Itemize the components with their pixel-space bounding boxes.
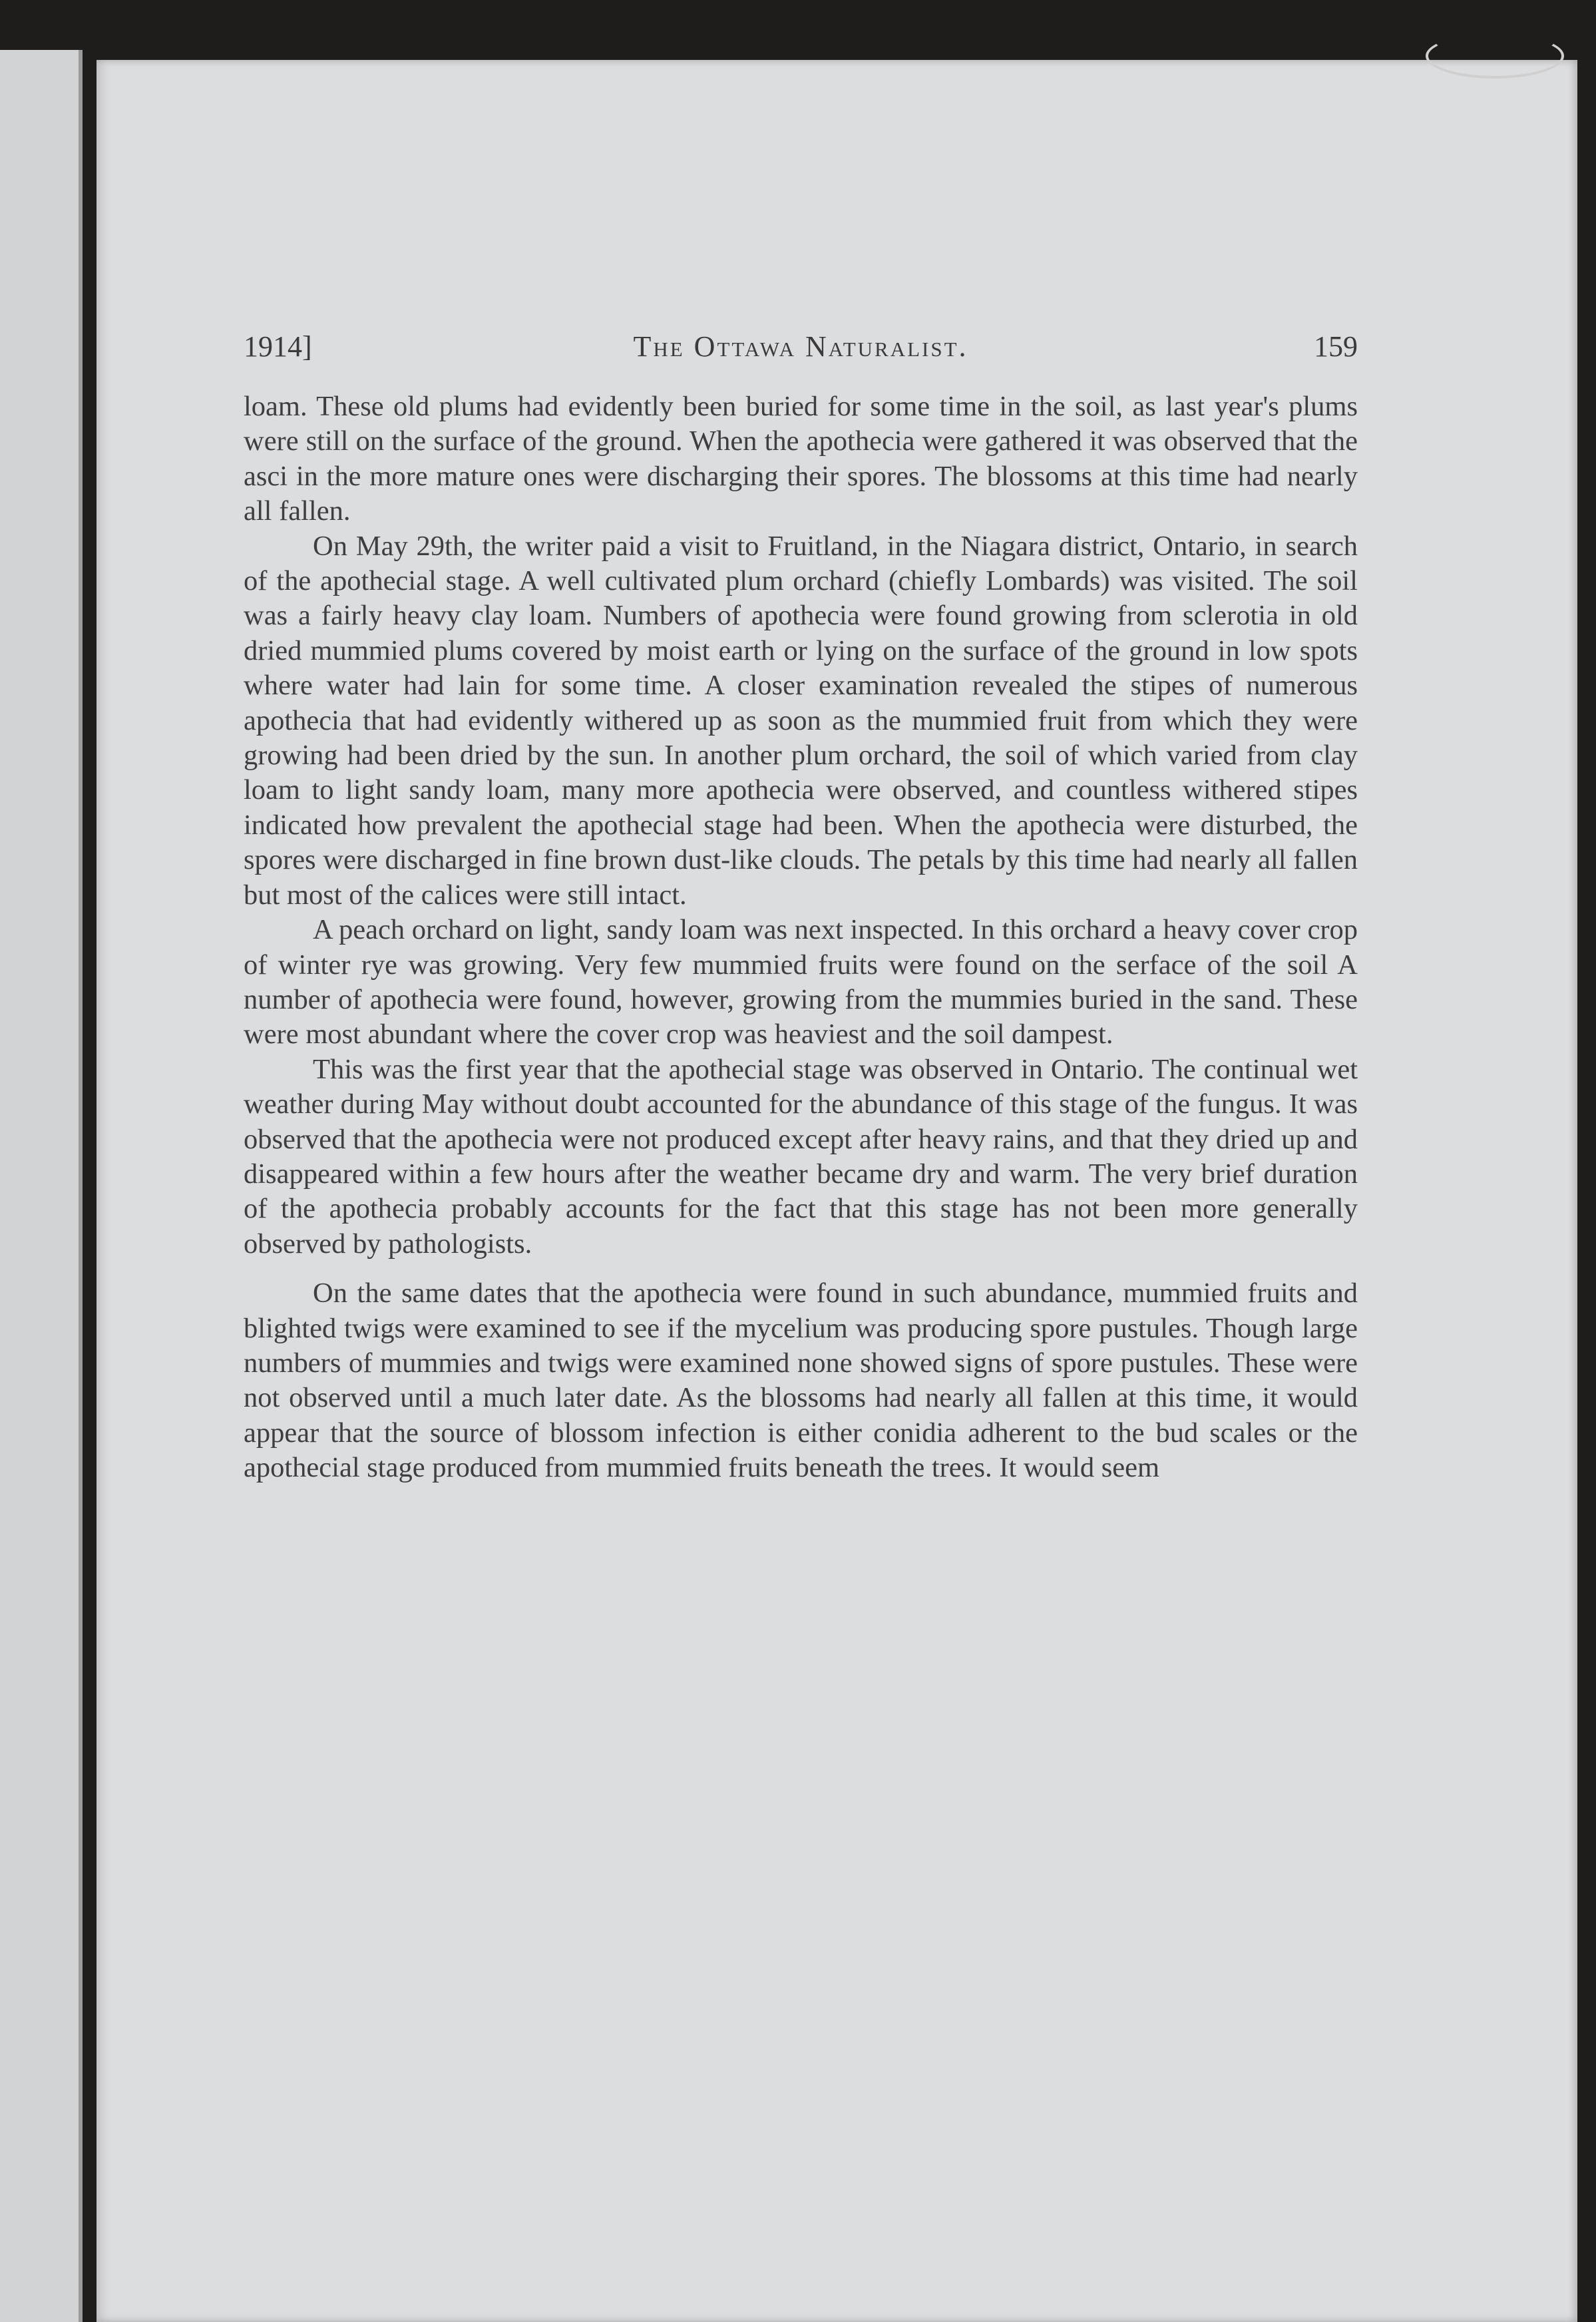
page-number: 159 (1314, 330, 1358, 363)
paragraph-fruitland-visit: On May 29th, the writer paid a visit to Fruitland, in the Niagara district, Ontario, in search of the apothecial stage. A well cultivated plum orchard (chiefly Lombards) was visited. The soil was a fairly heavy clay loam. Numbers of apothecia were found growing from sclerotia in old dried mummied plums covered by moist earth or lying on the surface of the ground in low spots where water had lain for some time. A closer examination revealed the stipes of numerous apothecia that had evidently withered up as soon as the mummied fruit from which they were growing had been dried by the sun. In another plum orchard, the soil of which varied from clay loam to light sandy loam, many more apothecia were observed, and countless withered stipes indicated how prevalent the apothecial stage had been. When the apothecia were disturbed, the spores were discharged in fine brown dust-like clouds. The petals by this time had nearly all fallen but most of the calices were still intact. (244, 530, 1358, 911)
paragraph-peach-orchard: A peach orchard on light, sandy loam was next inspected. In this orchard a heavy cover crop of winter rye was growing. Very few mummied fruits were found on the serface of the soil A number of apothecia were found, however, growing from the mummies buried in the sand. These were most abundant where the cover crop was heaviest and the soil dampest. (244, 914, 1358, 1050)
header-journal-title: The Ottawa Naturalist. (633, 330, 968, 363)
paragraph-continued: loam. These old plums had evidently been buried for some time in the soil, as last year's plums were still on the surface of the ground. When the apothecia were gathered it was observed that the asci in the more mature ones were discharging their spores. The blossoms at this time had nearly all fallen. (244, 391, 1358, 527)
corner-mark (1426, 33, 1564, 79)
header-year: 1914] (244, 330, 312, 363)
running-header (244, 330, 1358, 369)
paragraph-first-year: This was the first year that the apothecial stage was observed in Ontario. The continual wet weather during May without doubt accounted for the abundance of this stage of the fungus. It was observed that the apothecia were not produced except after heavy rains, and that they dried up and disappeared within a few hours after the weather became dry and warm. The very brief duration of the apothecia probably accounts for the fact that this stage has not been more generally observed by pathologists. (244, 1053, 1358, 1260)
paragraph-same-dates: On the same dates that the apothecia were found in such abundance, mummied fruits and blighted twigs were examined to see if the mycelium was producing spore pustules. Though large numbers of mummies and twigs were examined none showed signs of spore pustules. These were not observed until a much later date. As the blossoms had nearly all fallen at this time, it would appear that the source of blossom infection is either conidia adherent to the bud scales or the apothecial stage produced from mummied fruits beneath the trees. It would seem (244, 1277, 1358, 1484)
article-body (244, 389, 1358, 1486)
left-page-edge (0, 50, 83, 2322)
